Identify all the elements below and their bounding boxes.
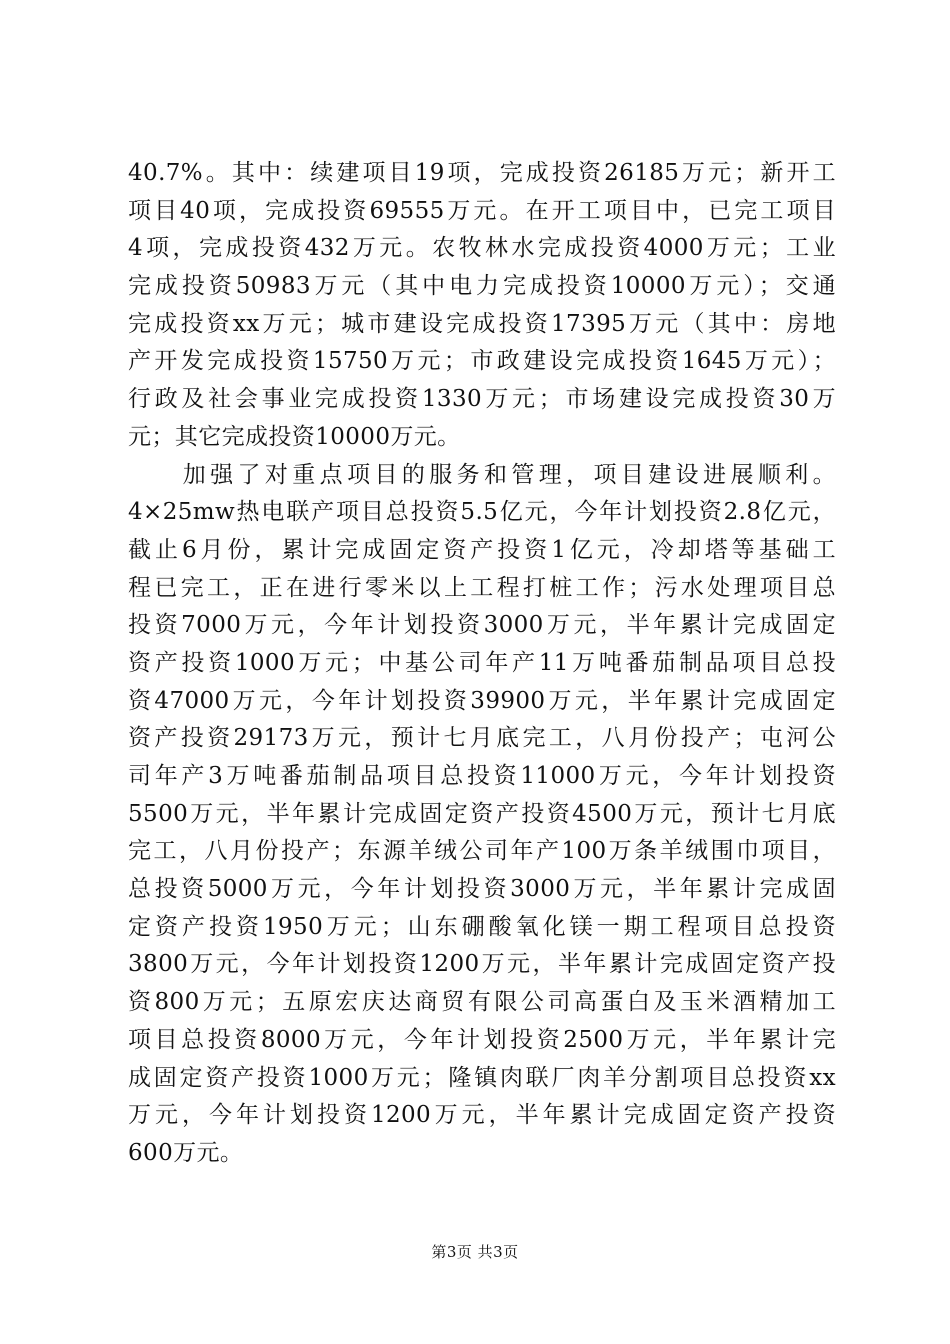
text-line: 投资7000万元，今年计划投资3000万元，半年累计完成固定 — [128, 612, 836, 639]
text-line: 完成投资50983万元（其中电力完成投资10000万元）；交通 — [128, 273, 836, 300]
text-line: 40.7%。其中：续建项目19项，完成投资26185万元；新开工 — [128, 160, 836, 186]
text-line: 资产投资1000万元；中基公司年产11万吨番茄制品项目总投 — [128, 649, 836, 676]
text-line: 600万元。 — [128, 1139, 244, 1166]
text-line: 万元，今年计划投资1200万元，半年累计完成固定资产投资 — [128, 1102, 836, 1129]
text-line: 3800万元，今年计划投资1200万元，半年累计完成固定资产投 — [128, 951, 836, 978]
text-line: 加强了对重点项目的服务和管理，项目建设进展顺利。 — [128, 461, 836, 488]
text-line: 资产投资29173万元，预计七月底完工，八月份投产；屯河公 — [128, 725, 836, 752]
text-line: 4项，完成投资432万元。农牧林水完成投资4000万元；工业 — [128, 235, 836, 262]
text-line: 资800万元；五原宏庆达商贸有限公司高蛋白及玉米酒精加工 — [128, 989, 836, 1016]
text-line: 4×25mw热电联产项目总投资5.5亿元，今年计划投资2.8亿元， — [128, 499, 836, 526]
text-line: 司年产3万吨番茄制品项目总投资11000万元，今年计划投资 — [128, 763, 836, 789]
text-line: 截止6月份，累计完成固定资产投资1亿元，冷却塔等基础工 — [128, 536, 836, 563]
text-line: 5500万元，半年累计完成固定资产投资4500万元，预计七月底 — [128, 800, 836, 827]
text-line: 项目总投资8000万元，今年计划投资2500万元，半年累计完 — [128, 1026, 836, 1053]
text-line: 项目40项，完成投资69555万元。在开工项目中，已完工项目 — [128, 197, 836, 224]
text-line: 完成投资xx万元；城市建设完成投资17395万元（其中：房地 — [128, 310, 836, 337]
page-footer: 第3页 共3页 — [431, 1243, 519, 1261]
text-line: 行政及社会事业完成投资1330万元；市场建设完成投资30万 — [128, 386, 836, 413]
text-line: 总投资5000万元，今年计划投资3000万元，半年累计完成固 — [128, 876, 836, 903]
text-line: 成固定资产投资1000万元；隆镇肉联厂肉羊分割项目总投资xx — [128, 1064, 836, 1091]
text-line: 产开发完成投资15750万元；市政建设完成投资1645万元）； — [128, 348, 836, 375]
body-text — [128, 155, 836, 1173]
text-line: 元；其它完成投资10000万元。 — [128, 423, 461, 450]
text-line: 完工，八月份投产；东源羊绒公司年产100万条羊绒围巾项目， — [128, 838, 836, 865]
text-line: 资47000万元，今年计划投资39900万元，半年累计完成固定 — [128, 687, 836, 714]
text-line: 程已完工，正在进行零米以上工程打桩工作；污水处理项目总 — [128, 574, 836, 601]
text-line: 定资产投资1950万元；山东硼酸氧化镁一期工程项目总投资 — [128, 913, 836, 940]
